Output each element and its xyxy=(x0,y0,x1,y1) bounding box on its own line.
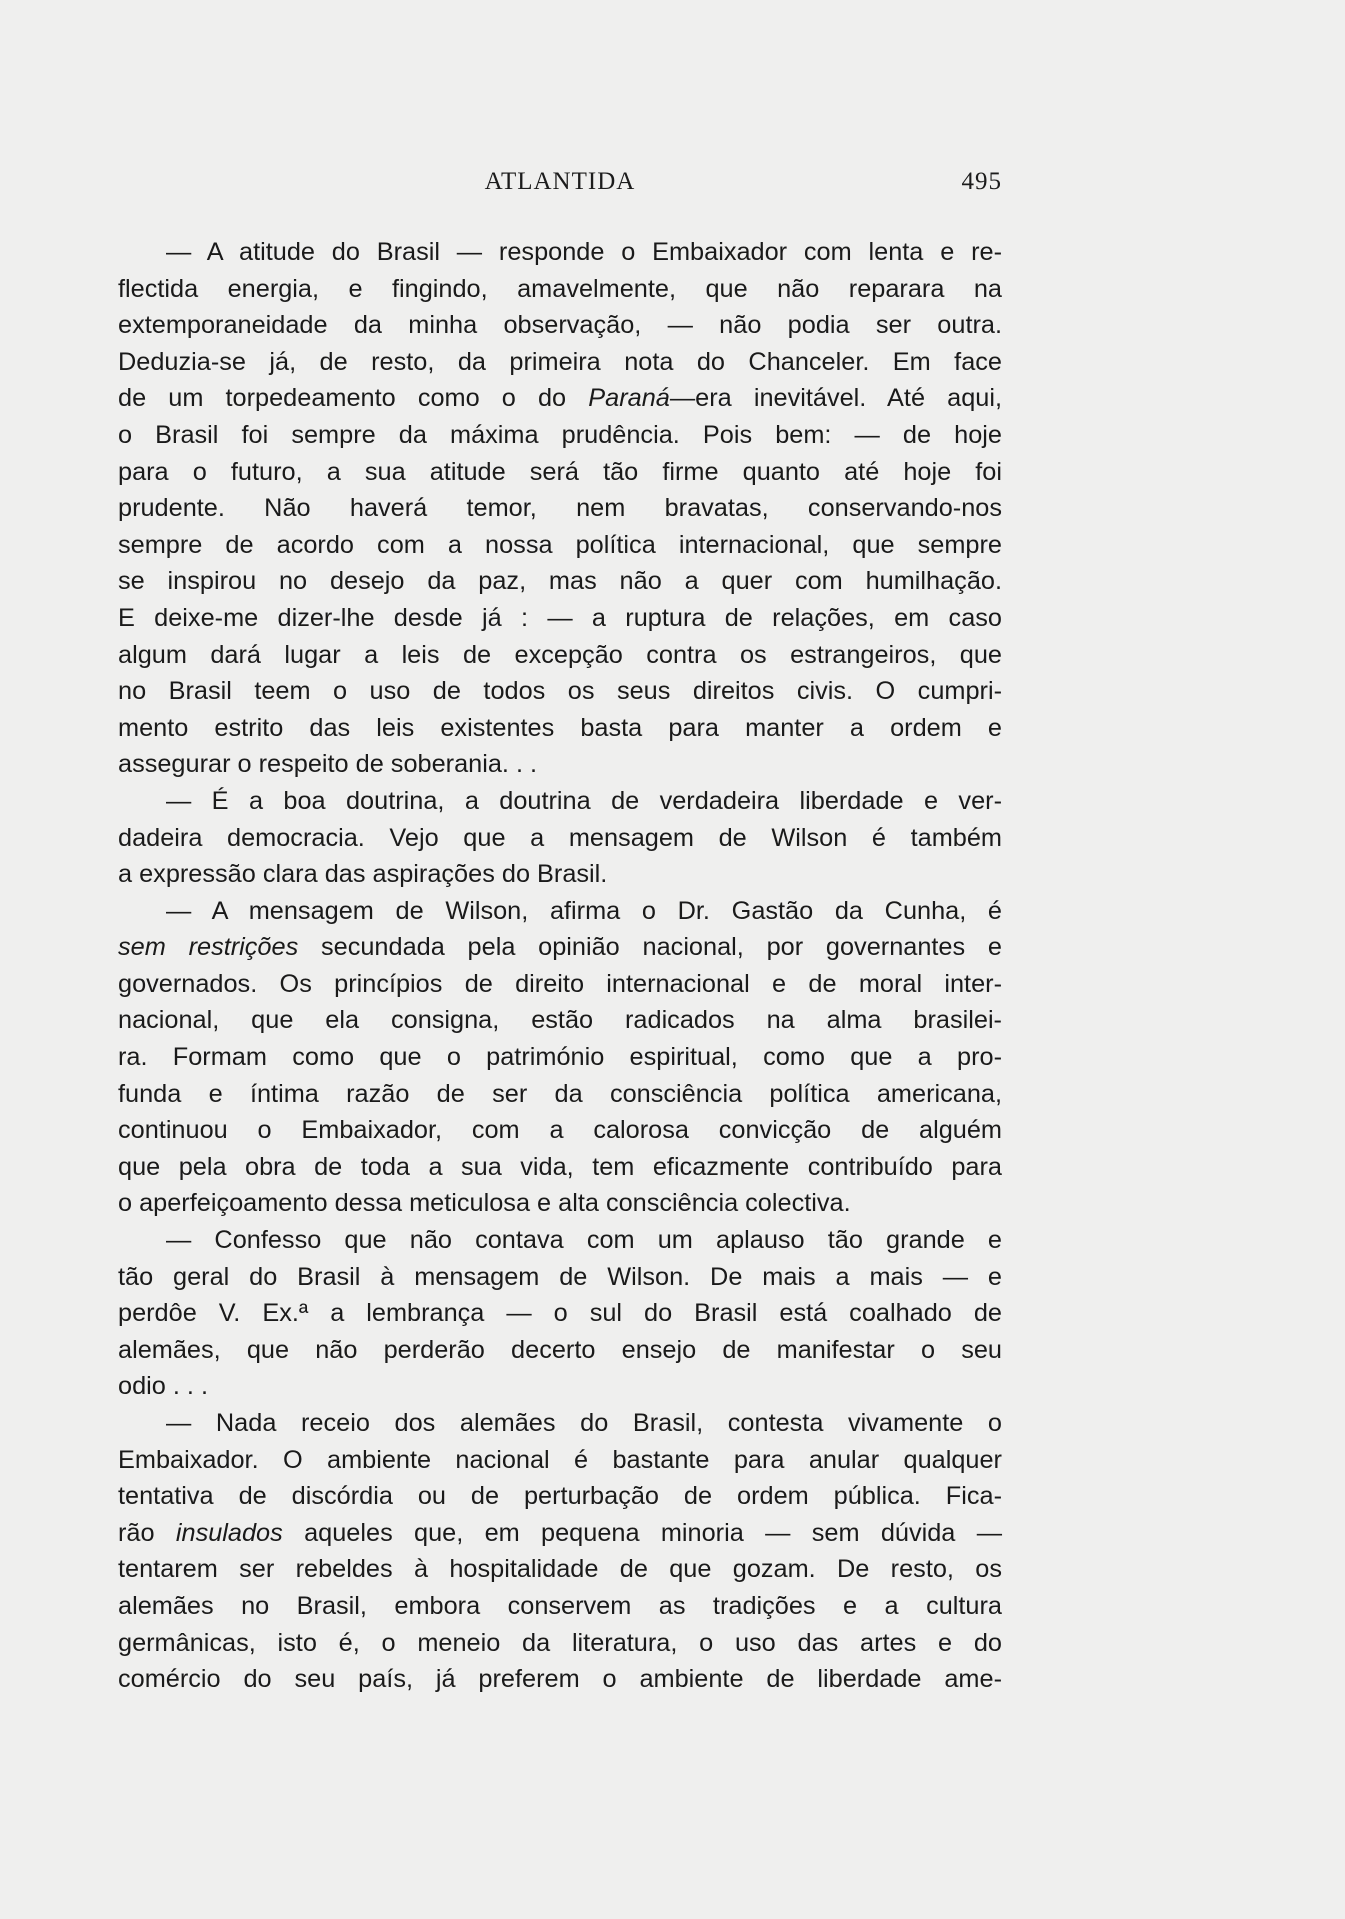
text-line xyxy=(118,1368,1002,1405)
text-segment: prudente. Não haverá temor, nem bravatas, conservando-nos xyxy=(118,494,1002,523)
text-segment: — Confesso que não contava com um aplauso tão grande e xyxy=(166,1226,1002,1255)
text-segment: extemporaneidade da minha observação, — não podia ser outra. xyxy=(118,311,1002,340)
italic-segment: sem restrições xyxy=(118,933,299,962)
text-segment: — A mensagem de Wilson, afirma o Dr. Gastão da Cunha, é xyxy=(166,896,1002,925)
text-line xyxy=(118,1076,1002,1113)
text-segment: aqueles que, em pequena minoria — sem dúvida — xyxy=(282,1518,1002,1547)
text-segment: assegurar o respeito de soberania. . . xyxy=(118,750,538,779)
text-line xyxy=(118,1625,1002,1662)
text-line xyxy=(118,600,1002,637)
text-segment: se inspirou no desejo da paz, mas não a quer com humilhação. xyxy=(118,567,1002,596)
text-segment: comércio do seu país, já preferem o ambiente de liberdade ame- xyxy=(118,1665,1002,1694)
text-line xyxy=(118,490,1002,527)
text-segment: a expressão clara das aspirações do Brasil. xyxy=(118,860,608,889)
text-line xyxy=(118,271,1002,308)
text-segment: Deduzia-se já, de resto, da primeira nota do Chanceler. Em face xyxy=(118,347,1002,376)
text-line xyxy=(118,1332,1002,1369)
text-line xyxy=(118,637,1002,674)
text-segment: mento estrito das leis existentes basta para manter a ordem e xyxy=(118,713,1002,742)
text-segment: governados. Os princípios de direito internacional e de moral inter- xyxy=(118,969,1002,998)
text-line xyxy=(118,1185,1002,1222)
text-segment: continuou o Embaixador, com a calorosa convicção de alguém xyxy=(118,1116,1002,1145)
text-line xyxy=(118,1661,1002,1698)
text-segment: dadeira democracia. Vejo que a mensagem de Wilson é também xyxy=(118,823,1002,852)
text-segment: —era inevitável. Até aqui, xyxy=(669,384,1002,413)
text-line xyxy=(118,527,1002,564)
italic-segment: insulados xyxy=(175,1518,283,1547)
text-line xyxy=(118,673,1002,710)
text-segment: algum dará lugar a leis de excepção contra os estrangeiros, que xyxy=(118,640,1002,669)
text-segment: — Nada receio dos alemães do Brasil, contesta vivamente o xyxy=(166,1409,1002,1437)
text-line xyxy=(118,1405,1002,1442)
text-segment: perdôe V. Ex.ª a lembrança — o sul do Brasil está coalhado de xyxy=(118,1299,1002,1328)
text-line xyxy=(118,454,1002,491)
text-segment: flectida energia, e fingindo, amavelmente, que não reparara na xyxy=(118,274,1002,303)
text-segment: Embaixador. O ambiente nacional é bastante para anular qualquer xyxy=(118,1445,1002,1474)
text-segment: no Brasil teem o uso de todos os seus direitos civis. O cumpri- xyxy=(118,677,1002,706)
text-segment: para o futuro, a sua atitude será tão firme quanto até hoje foi xyxy=(118,457,1002,486)
text-segment: de um torpedeamento como o do xyxy=(118,384,589,413)
text-line xyxy=(118,234,1002,271)
text-segment: alemães no Brasil, embora conservem as tradições e a cultura xyxy=(118,1591,1002,1620)
text-line xyxy=(118,929,1002,966)
body-text xyxy=(118,234,1002,1698)
text-line xyxy=(118,1442,1002,1479)
text-line xyxy=(118,966,1002,1003)
text-segment: o Brasil foi sempre da máxima prudência. Pois bem: — de hoje xyxy=(118,420,1002,449)
text-line xyxy=(118,1259,1002,1296)
running-head xyxy=(118,168,1002,204)
text-segment: o aperfeiçoamento dessa meticulosa e alta consciência colectiva. xyxy=(118,1189,851,1218)
text-line xyxy=(118,1478,1002,1515)
text-line xyxy=(118,1551,1002,1588)
text-segment: alemães, que não perderão decerto ensejo de manifestar o seu xyxy=(118,1335,1002,1364)
text-line xyxy=(118,563,1002,600)
page-number: 495 xyxy=(961,168,1002,195)
text-line xyxy=(118,1588,1002,1625)
text-line xyxy=(118,1149,1002,1186)
text-line xyxy=(118,417,1002,454)
text-line xyxy=(118,1515,1002,1552)
text-segment: tão geral do Brasil à mensagem de Wilson. De mais a mais — e xyxy=(118,1262,1002,1291)
text-line xyxy=(118,746,1002,783)
text-line xyxy=(118,307,1002,344)
text-segment: — A atitude do Brasil — responde o Embaixador com lenta e re- xyxy=(166,238,1002,266)
text-segment: secundada pela opinião nacional, por governantes e xyxy=(298,933,1002,962)
text-line xyxy=(118,856,1002,893)
text-line xyxy=(118,1112,1002,1149)
text-segment: germânicas, isto é, o meneio da literatura, o uso das artes e do xyxy=(118,1628,1002,1657)
text-line xyxy=(118,1222,1002,1259)
text-segment: ra. Formam como que o património espiritual, como que a pro- xyxy=(118,1043,1002,1072)
text-line xyxy=(118,1295,1002,1332)
italic-segment: Paraná xyxy=(588,384,670,413)
text-segment: nacional, que ela consigna, estão radicados na alma brasilei- xyxy=(118,1006,1002,1035)
text-line xyxy=(118,380,1002,417)
text-line xyxy=(118,1039,1002,1076)
text-segment: que pela obra de toda a sua vida, tem eficazmente contribuído para xyxy=(118,1152,1002,1181)
text-segment: tentativa de discórdia ou de perturbação de ordem pública. Fica- xyxy=(118,1482,1002,1511)
text-line xyxy=(118,1002,1002,1039)
text-segment: E deixe-me dizer-lhe desde já : — a ruptura de relações, em caso xyxy=(118,603,1002,632)
text-segment: tentarem ser rebeldes à hospitalidade de que gozam. De resto, os xyxy=(118,1555,1002,1584)
text-line xyxy=(118,820,1002,857)
text-line xyxy=(118,344,1002,381)
text-segment: rão xyxy=(118,1518,176,1547)
running-title: ATLANTIDA xyxy=(484,168,636,195)
text-segment: sempre de acordo com a nossa política internacional, que sempre xyxy=(118,530,1002,559)
text-line xyxy=(118,783,1002,820)
text-segment: funda e íntima razão de ser da consciência política americana, xyxy=(118,1079,1002,1108)
text-line xyxy=(118,710,1002,747)
text-segment: odio . . . xyxy=(118,1372,208,1401)
text-segment: — É a boa doutrina, a doutrina de verdadeira liberdade e ver- xyxy=(166,786,1002,815)
text-line xyxy=(118,893,1002,930)
